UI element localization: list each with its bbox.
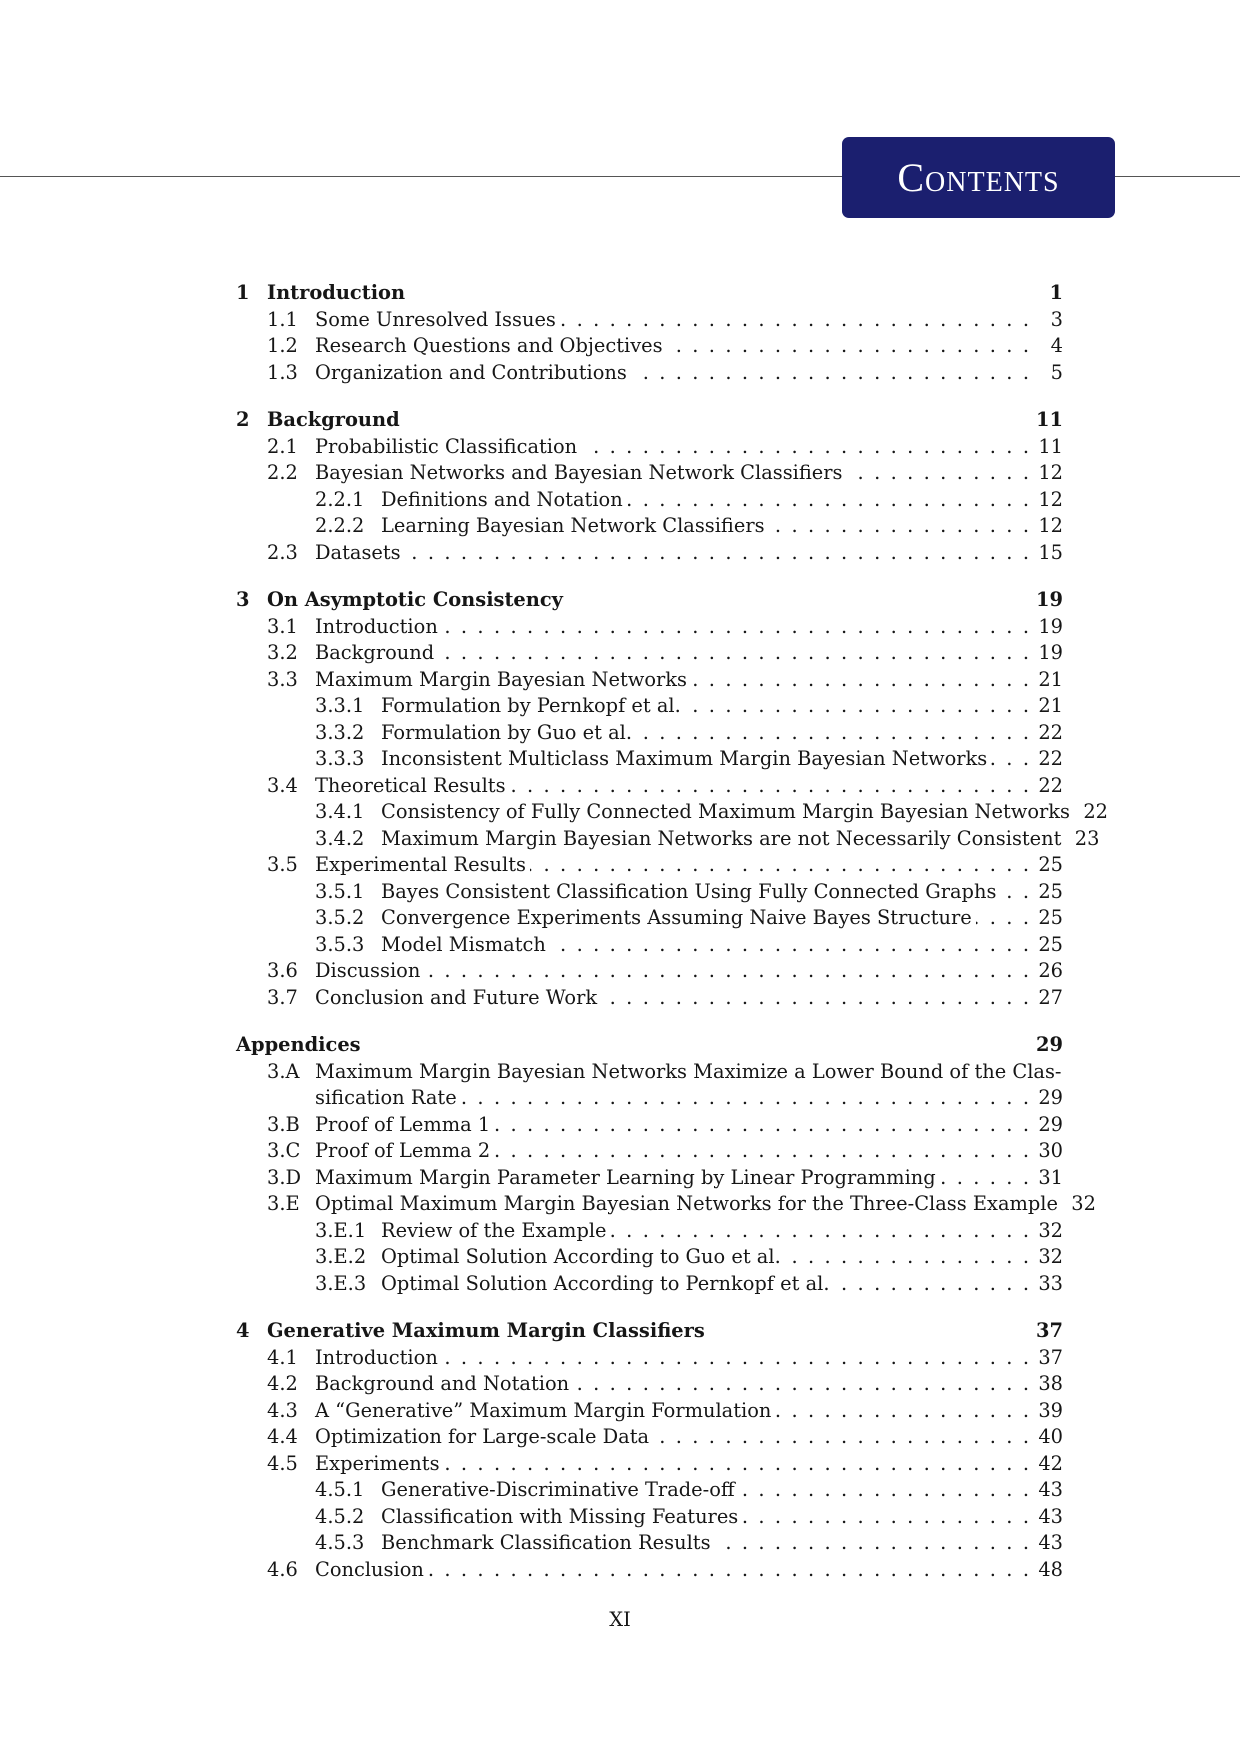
toc-section-entry[interactable] <box>236 360 1063 387</box>
toc-section-entry[interactable] <box>236 307 1063 334</box>
subsection-page-number: 32 <box>1038 1245 1063 1268</box>
dot-leader <box>834 1271 1029 1298</box>
dot-leader <box>847 460 1030 487</box>
dot-leader <box>461 1085 1029 1112</box>
chapter-number: 3 <box>236 588 250 611</box>
toc-subsection-entry[interactable] <box>236 513 1063 540</box>
section-number: 3.C <box>267 1139 301 1162</box>
section-title: Introduction <box>315 614 438 638</box>
toc-section-entry[interactable] <box>236 1345 1063 1372</box>
subsection-number: 3.5.3 <box>315 932 365 956</box>
chapter-page-number: 37 <box>1036 1319 1063 1342</box>
toc-chapter <box>236 1032 1096 1297</box>
toc-chapter <box>236 407 1063 566</box>
section-page-number: 27 <box>1038 985 1063 1009</box>
section-page-number: 21 <box>1038 667 1063 691</box>
section-page-number: 48 <box>1038 1557 1063 1581</box>
toc-subsection-entry[interactable] <box>236 1244 1063 1271</box>
section-title: Organization and Contributions <box>315 360 627 384</box>
toc-section-entry[interactable] <box>236 434 1063 461</box>
dot-leader <box>581 434 1029 461</box>
subsection-title: Bayes Consistent Classification Using Fully Connected Graphs <box>381 879 997 903</box>
section-page-number: 31 <box>1038 1165 1063 1189</box>
dot-leader <box>739 1477 1029 1504</box>
section-page-number: 32 <box>1071 1192 1096 1215</box>
toc-subsection-entry[interactable] <box>236 746 1063 773</box>
toc-subsection-entry[interactable] <box>236 1218 1063 1245</box>
toc-section-entry[interactable] <box>236 460 1063 487</box>
dot-leader <box>636 720 1029 747</box>
dot-leader <box>428 1557 1029 1584</box>
dot-leader <box>442 614 1029 641</box>
toc-section-entry[interactable] <box>236 1059 1063 1086</box>
section-page-number: 25 <box>1038 853 1063 876</box>
subsection-title: Maximum Margin Bayesian Networks are not Necessarily Consistent <box>381 826 1062 850</box>
toc-section-entry[interactable] <box>236 640 1063 667</box>
subsection-page-number: 12 <box>1038 514 1063 537</box>
dot-leader <box>405 540 1029 567</box>
toc-subsection-entry[interactable] <box>236 826 1100 853</box>
section-title: Theoretical Results <box>315 773 506 797</box>
subsection-number: 3.3.2 <box>315 720 365 744</box>
dot-leader <box>785 1244 1029 1271</box>
toc-section-entry[interactable] <box>236 333 1063 360</box>
section-title-continued: sification Rate <box>315 1086 457 1109</box>
toc-section-entry[interactable] <box>236 1398 1063 1425</box>
section-page-number: 19 <box>1038 641 1063 664</box>
subsection-page-number: 21 <box>1038 694 1063 717</box>
section-page-number: 19 <box>1038 614 1063 638</box>
subsection-page-number: 43 <box>1038 1478 1063 1501</box>
chapter-page-number: 11 <box>1036 408 1063 431</box>
section-number: 3.A <box>267 1059 300 1083</box>
section-title: Maximum Margin Bayesian Networks Maximize a Lower Bound of the Clas- <box>315 1059 1062 1083</box>
section-title: Experimental Results <box>315 853 526 876</box>
chapter-title: Generative Maximum Margin Classifiers <box>267 1319 705 1342</box>
dot-leader <box>438 640 1029 667</box>
section-number: 1.2 <box>267 334 298 357</box>
toc-section-entry[interactable] <box>236 1191 1096 1218</box>
chapter-title: Introduction <box>267 281 406 304</box>
toc-section-entry[interactable] <box>236 1451 1063 1478</box>
chapter-number: 4 <box>236 1319 250 1342</box>
subsection-page-number: 12 <box>1038 487 1063 511</box>
toc-chapter <box>236 1318 1063 1583</box>
dot-leader <box>1000 879 1029 906</box>
toc-section-entry[interactable] <box>236 852 1063 879</box>
section-number: 1.1 <box>267 307 298 331</box>
toc-subsection-entry[interactable] <box>236 693 1063 720</box>
subsection-page-number: 25 <box>1038 906 1063 929</box>
toc-section-entry[interactable] <box>236 1371 1063 1398</box>
section-number: 4.2 <box>267 1372 298 1395</box>
dot-leader <box>940 1165 1029 1192</box>
section-title: A “Generative” Maximum Margin Formulation <box>315 1398 772 1422</box>
section-page-number: 26 <box>1038 959 1063 982</box>
subsection-title: Benchmark Classification Results <box>381 1531 711 1554</box>
toc-chapter-entry[interactable] <box>236 1032 1063 1059</box>
section-title: Conclusion and Future Work <box>315 985 598 1009</box>
section-title: Maximum Margin Parameter Learning by Linear Programming <box>315 1165 936 1189</box>
toc-subsection-entry[interactable] <box>236 487 1063 514</box>
section-title: Research Questions and Objectives <box>315 334 663 357</box>
toc-section-entry[interactable] <box>236 958 1063 985</box>
subsection-number: 4.5.3 <box>315 1531 365 1554</box>
table-of-contents <box>236 280 1108 1583</box>
dot-leader <box>685 693 1029 720</box>
subsection-number: 3.4.1 <box>315 800 365 823</box>
section-page-number: 12 <box>1038 461 1063 484</box>
dot-leader <box>769 513 1029 540</box>
subsection-page-number: 25 <box>1038 932 1063 956</box>
subsection-title: Learning Bayesian Network Classifiers <box>381 514 765 537</box>
section-title: Experiments <box>315 1451 440 1475</box>
section-number: 3.5 <box>267 853 298 876</box>
dot-leader <box>976 905 1029 932</box>
subsection-title: Consistency of Fully Connected Maximum Margin Bayesian Networks <box>381 800 1070 823</box>
subsection-title: Review of the Example <box>381 1218 607 1242</box>
section-number: 4.5 <box>267 1451 298 1475</box>
section-page-number: 29 <box>1038 1112 1063 1136</box>
toc-subsection-entry[interactable] <box>236 1271 1063 1298</box>
chapter-number: 2 <box>236 408 250 431</box>
dot-leader <box>530 852 1029 879</box>
chapter-page-number: 19 <box>1036 588 1063 611</box>
section-title: Maximum Margin Bayesian Networks <box>315 667 688 691</box>
section-page-number: 39 <box>1038 1398 1063 1422</box>
toc-section-entry[interactable] <box>236 773 1063 800</box>
section-title: Discussion <box>315 959 421 982</box>
dot-leader <box>424 958 1029 985</box>
toc-chapter-entry[interactable] <box>236 587 1063 614</box>
chapter-page-number: 29 <box>1036 1033 1063 1056</box>
section-number: 4.4 <box>267 1425 298 1448</box>
toc-section-entry[interactable] <box>236 540 1063 567</box>
page-title: Contents <box>897 154 1060 200</box>
toc-subsection-entry[interactable] <box>236 720 1063 747</box>
subsection-number: 3.E.3 <box>315 1271 367 1295</box>
chapter-number: 1 <box>236 281 250 304</box>
subsection-title: Convergence Experiments Assuming Naive Bayes Structure <box>381 906 972 929</box>
dot-leader <box>715 1530 1029 1557</box>
section-page-number: 40 <box>1038 1425 1063 1448</box>
section-title: Probabilistic Classification <box>315 434 578 458</box>
subsection-number: 3.4.2 <box>315 826 365 850</box>
subsection-title: Optimal Solution According to Guo et al. <box>381 1245 781 1268</box>
section-number: 3.2 <box>267 641 298 664</box>
toc-chapter <box>236 280 1063 386</box>
dot-leader <box>691 667 1029 694</box>
subsection-title: Generative-Discriminative Trade-off <box>381 1478 735 1501</box>
section-title: Background and Notation <box>315 1372 570 1395</box>
dot-leader <box>653 1424 1029 1451</box>
subsection-title: Classification with Missing Features <box>381 1504 739 1528</box>
dot-leader <box>494 1138 1029 1165</box>
toc-section-entry-continued[interactable] <box>236 1085 1063 1112</box>
toc-subsection-entry[interactable] <box>236 1504 1063 1531</box>
toc-chapter-entry[interactable] <box>236 1318 1063 1345</box>
section-title: Some Unresolved Issues <box>315 307 556 331</box>
chapter-title: Background <box>267 408 400 431</box>
subsection-title: Definitions and Notation <box>381 487 623 511</box>
subsection-number: 3.3.1 <box>315 694 365 717</box>
dot-leader <box>667 333 1029 360</box>
section-number: 3.6 <box>267 959 298 982</box>
dot-leader <box>611 1218 1029 1245</box>
section-title: Proof of Lemma 1 <box>315 1112 491 1136</box>
dot-leader <box>775 1398 1029 1425</box>
section-number: 4.6 <box>267 1557 298 1581</box>
section-title: Bayesian Networks and Bayesian Network Classifiers <box>315 461 843 484</box>
toc-subsection-entry[interactable] <box>236 932 1063 959</box>
chapter-title: Appendices <box>236 1033 361 1056</box>
section-number: 3.B <box>267 1112 300 1136</box>
section-number: 3.E <box>267 1192 300 1215</box>
section-page-number: 11 <box>1038 434 1063 458</box>
dot-leader <box>601 985 1029 1012</box>
subsection-number: 4.5.1 <box>315 1478 365 1501</box>
subsection-title: Optimal Solution According to Pernkopf et al. <box>381 1271 830 1295</box>
dot-leader <box>573 1371 1029 1398</box>
subsection-page-number: 33 <box>1038 1271 1063 1295</box>
dot-leader <box>742 1504 1029 1531</box>
dot-leader <box>550 932 1029 959</box>
contents-heading-box <box>842 137 1115 218</box>
section-number: 3.1 <box>267 614 298 638</box>
subsection-page-number: 32 <box>1038 1218 1063 1242</box>
section-title: Conclusion <box>315 1557 424 1581</box>
toc-chapter <box>236 587 1108 1011</box>
toc-subsection-entry[interactable] <box>236 799 1108 826</box>
subsection-page-number: 43 <box>1038 1504 1063 1528</box>
dot-leader <box>444 1451 1029 1478</box>
dot-leader <box>627 487 1029 514</box>
toc-subsection-entry[interactable] <box>236 1530 1063 1557</box>
dot-leader <box>494 1112 1029 1139</box>
toc-section-entry[interactable] <box>236 1424 1063 1451</box>
section-number: 2.3 <box>267 540 298 564</box>
dot-leader <box>991 746 1029 773</box>
page-number: XI <box>609 1608 631 1631</box>
subsection-page-number: 23 <box>1074 826 1100 850</box>
dot-leader <box>631 360 1029 387</box>
subsection-title: Formulation by Guo et al. <box>381 720 632 744</box>
section-number: 4.1 <box>267 1345 298 1369</box>
subsection-number: 3.E.2 <box>315 1245 367 1268</box>
subsection-page-number: 22 <box>1038 747 1063 770</box>
section-number: 2.2 <box>267 461 298 484</box>
subsection-page-number: 25 <box>1038 879 1063 903</box>
section-title: Proof of Lemma 2 <box>315 1139 491 1162</box>
section-number: 3.3 <box>267 667 298 691</box>
section-page-number: 37 <box>1038 1345 1063 1369</box>
toc-section-entry[interactable] <box>236 667 1063 694</box>
toc-chapter-entry[interactable] <box>236 280 1063 307</box>
section-page-number: 42 <box>1038 1451 1063 1475</box>
section-number: 1.3 <box>267 360 298 384</box>
section-page-number: 38 <box>1038 1372 1063 1395</box>
subsection-number: 3.5.1 <box>315 879 365 903</box>
subsection-number: 3.5.2 <box>315 906 365 929</box>
toc-subsection-entry[interactable] <box>236 905 1063 932</box>
subsection-number: 4.5.2 <box>315 1504 365 1528</box>
section-title: Optimization for Large-scale Data <box>315 1425 650 1448</box>
section-title: Datasets <box>315 540 401 564</box>
toc-section-entry[interactable] <box>236 985 1063 1012</box>
section-number: 3.4 <box>267 773 298 797</box>
subsection-number: 3.E.1 <box>315 1218 367 1242</box>
subsection-number: 2.2.1 <box>315 487 365 511</box>
section-page-number: 5 <box>1050 360 1063 384</box>
subsection-page-number: 43 <box>1038 1531 1063 1554</box>
chapter-title: On Asymptotic Consistency <box>267 588 563 611</box>
section-page-number: 15 <box>1038 540 1063 564</box>
subsection-title: Model Mismatch <box>381 932 546 956</box>
toc-section-entry[interactable] <box>236 1557 1063 1584</box>
subsection-number: 2.2.2 <box>315 514 365 537</box>
section-page-number: 22 <box>1038 773 1063 797</box>
toc-section-entry[interactable] <box>236 1138 1063 1165</box>
subsection-page-number: 22 <box>1038 720 1063 744</box>
toc-subsection-entry[interactable] <box>236 879 1063 906</box>
subsection-number: 3.3.3 <box>315 747 365 770</box>
toc-chapter-entry[interactable] <box>236 407 1063 434</box>
toc-section-entry[interactable] <box>236 1165 1063 1192</box>
section-number: 2.1 <box>267 434 298 458</box>
subsection-title: Inconsistent Multiclass Maximum Margin Bayesian Networks <box>381 747 988 770</box>
chapter-page-number: 1 <box>1049 281 1063 304</box>
section-title: Optimal Maximum Margin Bayesian Networks for the Three-Class Example <box>315 1192 1058 1215</box>
toc-subsection-entry[interactable] <box>236 1477 1063 1504</box>
dot-leader <box>560 307 1029 334</box>
dot-leader <box>442 1345 1029 1372</box>
toc-section-entry[interactable] <box>236 1112 1063 1139</box>
section-page-number: 30 <box>1038 1139 1063 1162</box>
section-number: 4.3 <box>267 1398 298 1422</box>
subsection-page-number: 22 <box>1083 800 1108 823</box>
dot-leader <box>510 773 1029 800</box>
section-number: 3.D <box>267 1165 302 1189</box>
section-title: Introduction <box>315 1345 438 1369</box>
section-page-number: 3 <box>1050 307 1063 331</box>
section-number: 3.7 <box>267 985 298 1009</box>
toc-section-entry[interactable] <box>236 614 1063 641</box>
section-title: Background <box>315 641 435 664</box>
section-page-number: 29 <box>1038 1086 1063 1109</box>
section-page-number: 4 <box>1050 334 1063 357</box>
subsection-title: Formulation by Pernkopf et al. <box>381 694 681 717</box>
